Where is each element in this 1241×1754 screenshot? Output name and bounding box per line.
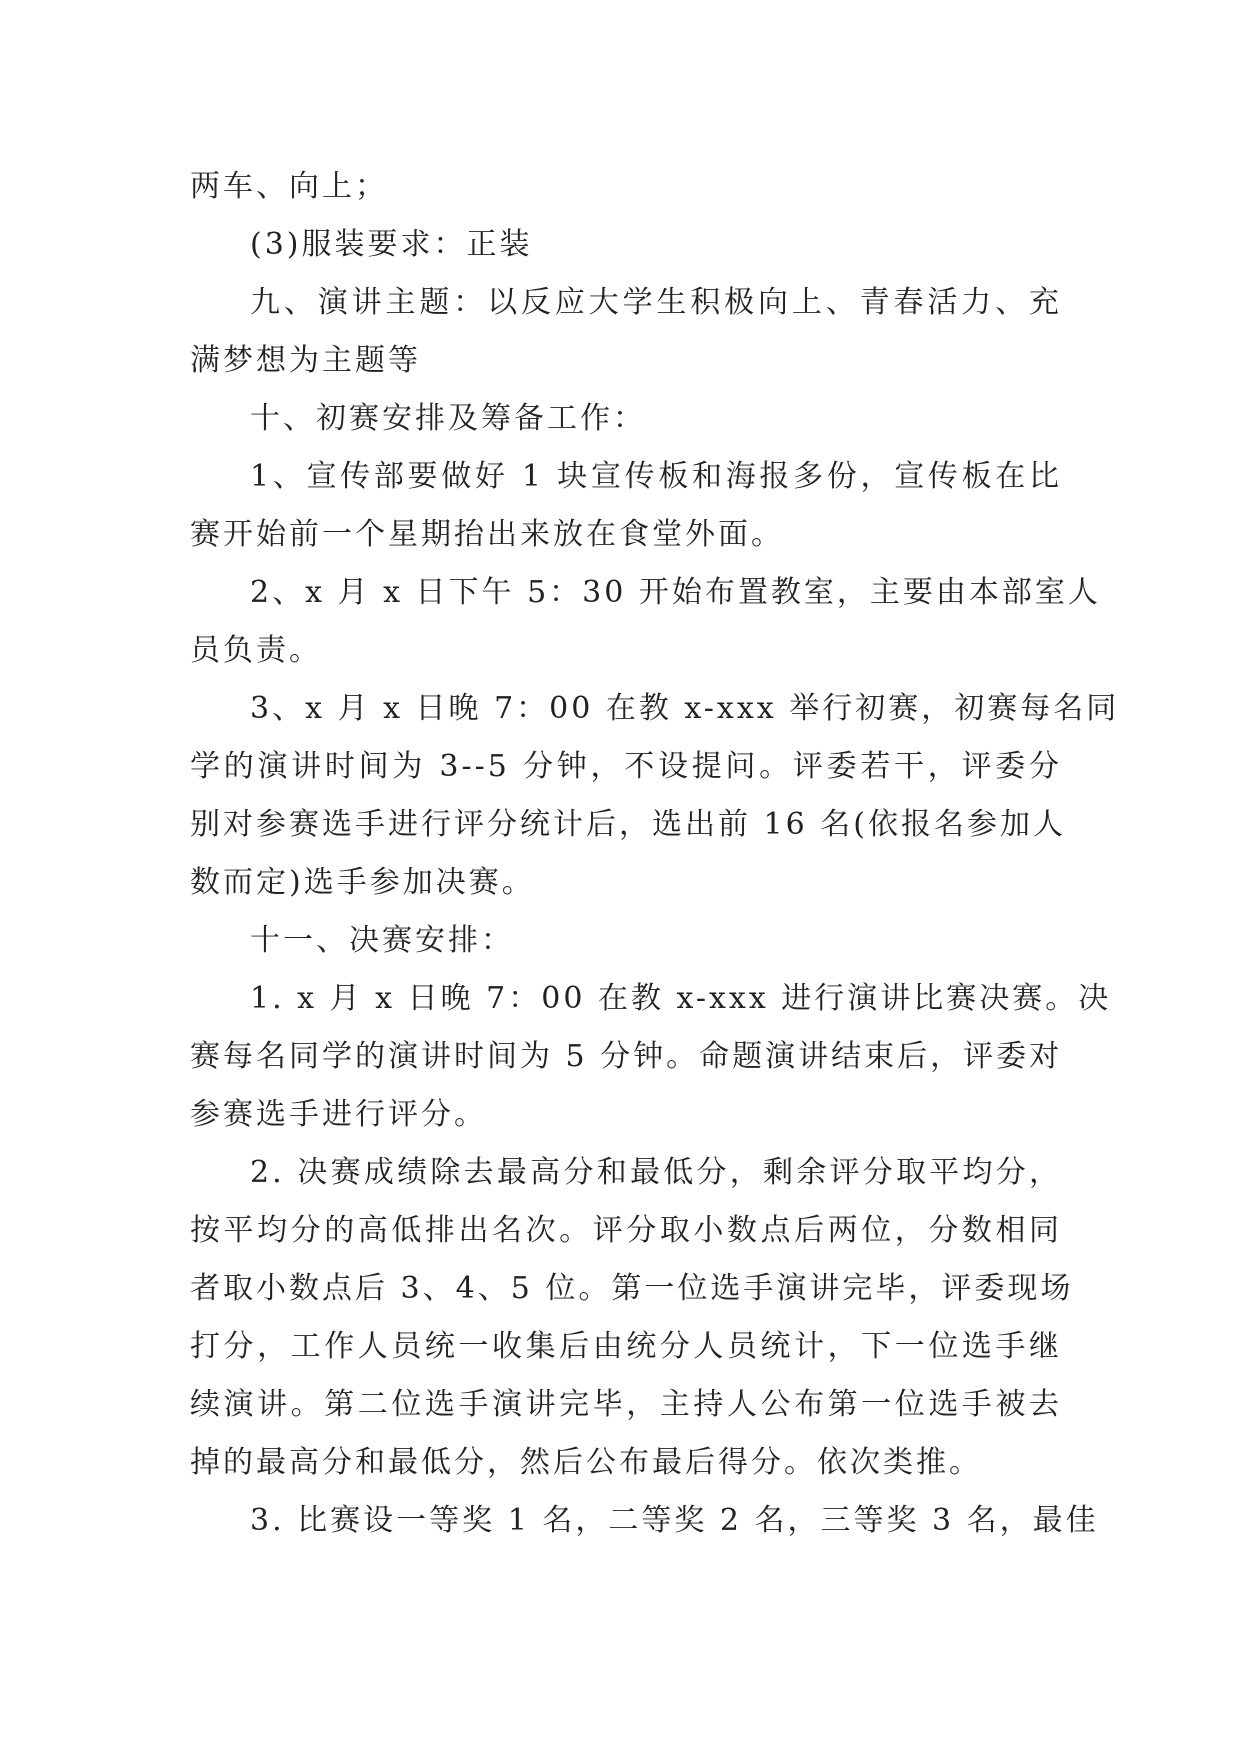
text-line: 十一、决赛安排： [250,923,514,958]
text-line: 学的演讲时间为 3--5 分钟，不设提问。评委若干，评委分 [190,749,1062,784]
paragraph-section-10-heading [190,390,1062,448]
paragraph-final-item-2 [190,1144,1074,1492]
text-line: 2. 决赛成绩除去最高分和最低分，剩余评分取平均分， [250,1155,1062,1190]
text-line: 两车、向上； [190,169,388,204]
text-line: (3)服装要求：正装 [250,227,533,262]
text-line: 参赛选手进行评分。 [190,1097,487,1132]
paragraph-final-item-3 [190,1492,1099,1550]
paragraph-prelim-item-2 [190,564,1101,680]
text-line: 赛每名同学的演讲时间为 5 分钟。命题演讲结束后，评委对 [190,1039,1063,1074]
text-line: 九、演讲主题：以反应大学生积极向上、青春活力、充 [250,285,1062,320]
paragraph-final-item-1 [190,970,1112,1144]
text-line: 1、宣传部要做好 1 块宣传板和海报多份，宣传板在比 [250,459,1062,494]
text-line: 打分，工作人员统一收集后由统分人员统计，下一位选手继 [190,1329,1062,1364]
paragraph-dress-requirement [190,216,1062,274]
text-line: 者取小数点后 3、4、5 位。第一位选手演讲完毕，评委现场 [190,1271,1074,1306]
paragraph-prelim-item-3 [190,680,1120,912]
paragraph-section-11-heading [190,912,1062,970]
text-line: 数而定)选手参加决赛。 [190,865,535,900]
paragraph-continuation-line [190,158,1062,216]
text-line: 3、x 月 x 日晚 7：00 在教 x-xxx 举行初赛，初赛每名同 [250,691,1120,726]
text-line: 员负责。 [190,633,322,668]
text-line: 按平均分的高低排出名次。评分取小数点后两位，分数相同 [190,1213,1062,1248]
document-body [190,158,1120,1550]
text-line: 1. x 月 x 日晚 7：00 在教 x-xxx 进行演讲比赛决赛。决 [250,981,1112,1016]
text-line: 掉的最高分和最低分，然后公布最后得分。依次类推。 [190,1445,982,1480]
paragraph-prelim-item-1 [190,448,1062,564]
text-line: 2、x 月 x 日下午 5：30 开始布置教室，主要由本部室人 [250,575,1101,610]
text-line: 3. 比赛设一等奖 1 名，二等奖 2 名，三等奖 3 名，最佳 [250,1503,1099,1538]
text-line: 满梦想为主题等 [190,343,421,378]
text-line: 续演讲。第二位选手演讲完毕，主持人公布第一位选手被去 [190,1387,1062,1422]
text-line: 别对参赛选手进行评分统计后，选出前 16 名(依报名参加人 [190,807,1066,842]
paragraph-section-9-theme [190,274,1062,390]
text-line: 十、初赛安排及筹备工作： [250,401,646,436]
text-line: 赛开始前一个星期抬出来放在食堂外面。 [190,517,784,552]
